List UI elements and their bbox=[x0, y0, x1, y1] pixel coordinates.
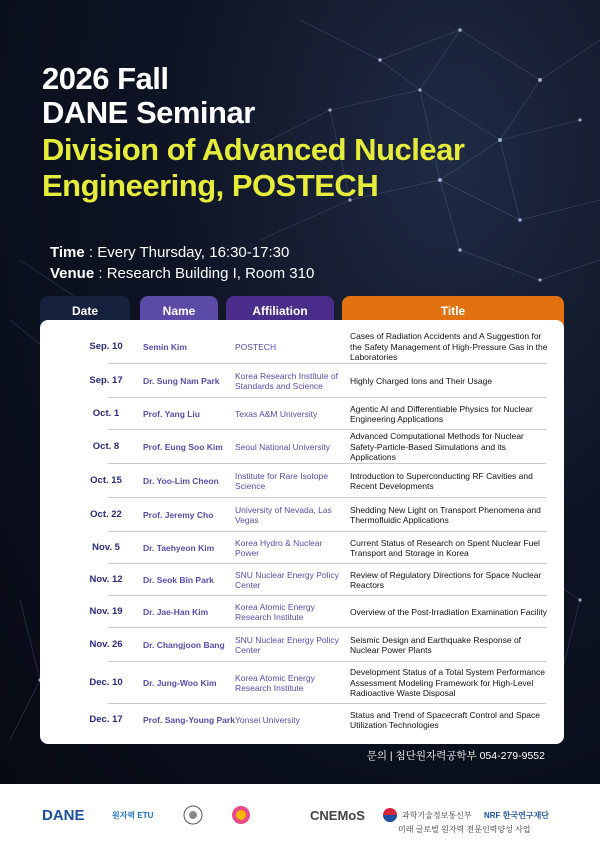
row-name: Dr. Taehyeon Kim bbox=[143, 542, 215, 553]
cnemos-logo: CNEMoS bbox=[310, 807, 365, 823]
row-date: Sep. 17 bbox=[89, 374, 123, 386]
row-affiliation: Yonsei University bbox=[235, 714, 300, 725]
table-row bbox=[40, 330, 564, 364]
row-affiliation: Institute for Rare Isotope Science bbox=[235, 470, 329, 491]
circle-logo bbox=[230, 784, 252, 846]
venue-value: : Research Building I, Room 310 bbox=[94, 265, 315, 282]
row-title: Seismic Design and Earthquake Response of Nuclear Power Plants bbox=[350, 634, 522, 655]
row-title: Development Status of a Total System Performance Assessment Modeling Framework for High-Level Radioactive Waste Disposal bbox=[350, 667, 545, 699]
emblem-logo bbox=[182, 784, 204, 846]
title-department: Engineering, POSTECH bbox=[42, 168, 379, 203]
row-name: Prof. Yang Liu bbox=[143, 408, 200, 419]
table-row bbox=[40, 564, 564, 596]
row-name: Prof. Sang-Young Park bbox=[143, 714, 235, 725]
column-header-affiliation: Affiliation bbox=[226, 296, 334, 326]
time-label: Time bbox=[50, 244, 85, 261]
row-name: Dr. Jung-Woo Kim bbox=[143, 677, 217, 688]
row-title: Introduction to Superconducting RF Cavities and Recent Developments bbox=[350, 470, 533, 491]
row-date: Nov. 12 bbox=[89, 573, 123, 585]
row-title: Advanced Computational Methods for Nuclear Safety-Particle-Based Simulations and its Applications bbox=[350, 431, 524, 463]
row-name: Prof. Jeremy Cho bbox=[143, 509, 214, 520]
row-date: Nov. 26 bbox=[89, 638, 123, 650]
table-row bbox=[40, 662, 564, 704]
row-name: Dr. Sung Nam Park bbox=[143, 375, 220, 386]
row-affiliation: Texas A&M University bbox=[235, 408, 318, 419]
venue-info bbox=[50, 265, 314, 282]
row-date: Dec. 17 bbox=[89, 713, 123, 725]
etu-logo: 원자력 ETU bbox=[112, 810, 154, 820]
row-name: Dr. Yoo-Lim Cheon bbox=[143, 475, 219, 486]
table-row bbox=[40, 628, 564, 662]
title-seminar: DANE Seminar bbox=[42, 95, 255, 130]
row-name: Dr. Jae-Han Kim bbox=[143, 606, 209, 617]
row-date: Nov. 19 bbox=[89, 605, 123, 617]
time-info bbox=[50, 244, 289, 261]
row-date: Oct. 15 bbox=[90, 474, 122, 486]
row-name: Semin Kim bbox=[143, 341, 187, 352]
row-date: Nov. 5 bbox=[92, 541, 120, 553]
row-name: Prof. Eung Soo Kim bbox=[143, 441, 223, 452]
nrf-logo: NRF 한국연구재단 bbox=[484, 810, 550, 820]
footer-logos bbox=[0, 784, 600, 846]
row-title: Cases of Radiation Accidents and A Suggestion for the Safety Management of High-Pressure Gas in the Laboratories bbox=[350, 331, 548, 363]
row-date: Sep. 10 bbox=[89, 340, 123, 352]
title-division: Division of Advanced Nuclear bbox=[42, 132, 465, 167]
row-title: Agentic AI and Differentiable Physics for Nuclear Engineering Applications bbox=[350, 403, 533, 424]
table-row bbox=[40, 398, 564, 430]
row-name: Dr. Changjoon Bang bbox=[143, 639, 225, 650]
row-date: Oct. 22 bbox=[90, 508, 122, 520]
column-header-title: Title bbox=[342, 296, 564, 326]
row-affiliation: University of Nevada, Las Vegas bbox=[235, 504, 332, 525]
row-affiliation: SNU Nuclear Energy Policy Center bbox=[235, 569, 339, 590]
msit-logo: 과학기술정보통신부 bbox=[382, 784, 472, 846]
column-header-date: Date bbox=[40, 296, 130, 326]
table-row bbox=[40, 430, 564, 464]
program-name: 미래 글로벌 원자력 전문인력양성 사업 bbox=[398, 824, 531, 834]
table-row bbox=[40, 596, 564, 628]
row-affiliation: POSTECH bbox=[235, 341, 277, 352]
row-title: Status and Trend of Spacecraft Control and Space Utilization Technologies bbox=[350, 709, 540, 730]
row-affiliation: Seoul National University bbox=[235, 441, 330, 452]
row-affiliation: Korea Hydro & Nuclear Power bbox=[235, 537, 323, 558]
row-title: Overview of the Post-Irradiation Examination Facility bbox=[350, 606, 547, 617]
row-affiliation: SNU Nuclear Energy Policy Center bbox=[235, 634, 339, 655]
table-row bbox=[40, 364, 564, 398]
column-header-name: Name bbox=[140, 296, 218, 326]
row-title: Shedding New Light on Transport Phenomena and Thermofluidic Applications bbox=[350, 504, 541, 525]
row-title: Highly Charged Ions and Their Usage bbox=[350, 375, 493, 386]
row-affiliation: Korea Research Institute of Standards and Science bbox=[235, 370, 339, 391]
table-row bbox=[40, 704, 564, 736]
table-row bbox=[40, 464, 564, 498]
table-row bbox=[40, 498, 564, 532]
dane-logo: DANE bbox=[42, 806, 85, 824]
contact-info: 문의 | 첨단원자력공학부 054-279-9552 bbox=[366, 750, 545, 762]
row-name: Dr. Seok Bin Park bbox=[143, 574, 214, 585]
row-date: Dec. 10 bbox=[89, 676, 123, 688]
row-affiliation: Korea Atomic Energy Research Institute bbox=[235, 672, 315, 693]
schedule-table bbox=[40, 320, 564, 744]
title-season: 2026 Fall bbox=[42, 61, 169, 96]
table-row bbox=[40, 532, 564, 564]
row-date: Oct. 1 bbox=[92, 407, 120, 419]
row-affiliation: Korea Atomic Energy Research Institute bbox=[235, 601, 315, 622]
row-title: Review of Regulatory Directions for Space Nuclear Reactors bbox=[350, 569, 542, 590]
row-title: Current Status of Research on Spent Nuclear Fuel Transport and Storage in Korea bbox=[350, 537, 540, 558]
time-value: : Every Thursday, 16:30-17:30 bbox=[84, 244, 290, 261]
venue-label: Venue bbox=[50, 265, 95, 282]
row-date: Oct. 8 bbox=[92, 440, 120, 452]
